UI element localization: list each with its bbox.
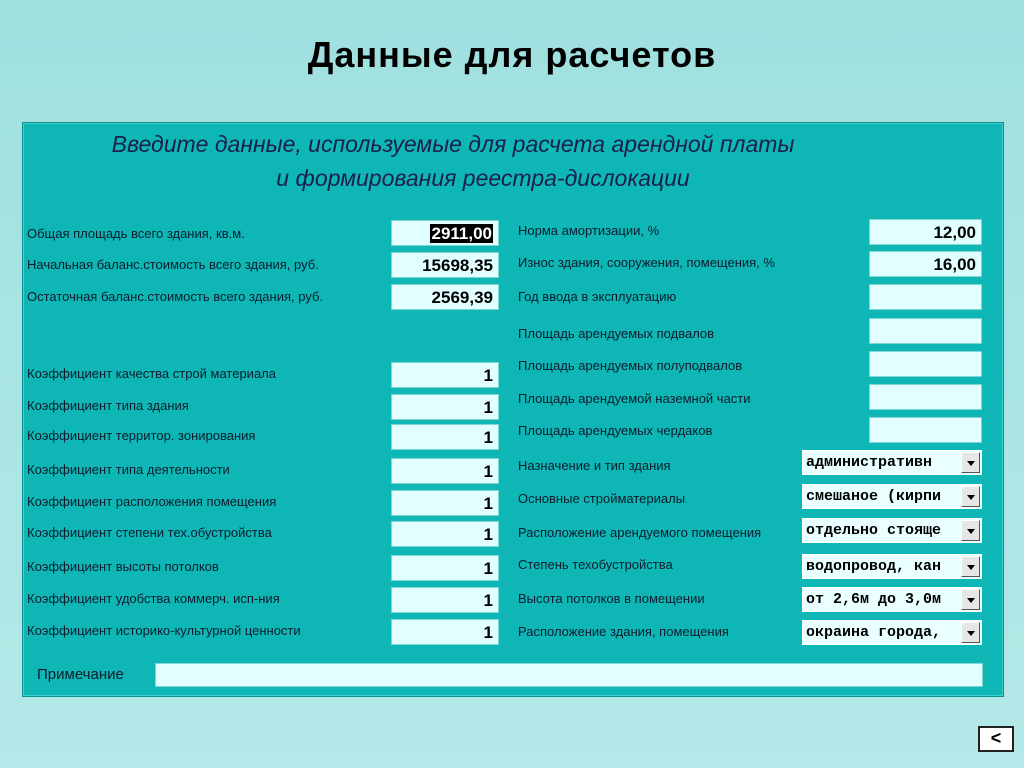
page-title: Данные для расчетов <box>307 34 717 75</box>
chevron-down-icon[interactable] <box>961 520 980 541</box>
attic-area-input[interactable] <box>869 417 982 443</box>
building-purpose-label: Назначение и тип здания <box>518 458 671 473</box>
rent-data-form <box>22 122 1004 697</box>
basement-area-input[interactable] <box>869 318 982 344</box>
form-heading-line1: Введите данные, используемые для расчета арендной платы <box>111 131 795 157</box>
ceiling-height-select[interactable] <box>802 587 982 612</box>
coef-building-type-input[interactable]: 1 <box>391 394 499 420</box>
tech-level-value: водопровод, кан <box>806 558 942 575</box>
coef-activity-label: Коэффициент типа деятельности <box>27 462 230 477</box>
note-label: Примечание <box>37 666 124 683</box>
premises-location-label: Расположение арендуемого помещения <box>518 525 762 540</box>
chevron-down-icon[interactable] <box>961 589 980 610</box>
materials-select[interactable] <box>802 484 982 509</box>
building-location-select[interactable] <box>802 620 982 645</box>
wear-label: Износ здания, сооружения, помещения, % <box>518 255 775 270</box>
coef-heritage-input[interactable]: 1 <box>391 619 499 645</box>
tech-level-label: Степень техобустройства <box>518 557 673 572</box>
semi-basement-area-input[interactable] <box>869 351 982 377</box>
total-area-label: Общая площадь всего здания, кв.м. <box>27 226 245 241</box>
materials-value: смешаное (кирпи <box>806 488 942 505</box>
initial-cost-input[interactable]: 15698,35 <box>391 252 499 278</box>
tech-level-select[interactable] <box>802 554 982 579</box>
chevron-down-icon[interactable] <box>961 452 980 473</box>
residual-cost-label: Остаточная баланс.стоимость всего здания, руб. <box>27 289 324 304</box>
ground-area-label: Площадь арендуемой наземной части <box>518 391 751 406</box>
building-purpose-select[interactable] <box>802 450 982 475</box>
coef-heritage-label: Коэффициент историко-культурной ценности <box>27 623 301 638</box>
building-purpose-value: административн <box>806 454 933 471</box>
coef-zoning-label: Коэффициент территор. зонирования <box>27 428 256 443</box>
note-input[interactable] <box>155 663 983 687</box>
commission-year-input[interactable] <box>869 284 982 310</box>
chevron-down-icon[interactable] <box>961 622 980 643</box>
semi-basement-area-label: Площадь арендуемых полуподвалов <box>518 358 743 373</box>
coef-zoning-input[interactable]: 1 <box>391 424 499 450</box>
total-area-input[interactable]: 2911,00 <box>391 220 499 246</box>
ground-area-input[interactable] <box>869 384 982 410</box>
wear-input[interactable]: 16,00 <box>869 251 982 277</box>
coef-location-label: Коэффициент расположения помещения <box>27 494 277 509</box>
residual-cost-input[interactable]: 2569,39 <box>391 284 499 310</box>
coef-tech-label: Коэффициент степени тех.обустройства <box>27 525 272 540</box>
coef-building-type-label: Коэффициент типа здания <box>27 398 189 413</box>
coef-tech-input[interactable]: 1 <box>391 521 499 547</box>
coef-activity-input[interactable]: 1 <box>391 458 499 484</box>
attic-area-label: Площадь арендуемых чердаков <box>518 423 713 438</box>
premises-location-value: отдельно стояще <box>806 522 942 539</box>
building-location-value: окраина города, <box>806 624 942 641</box>
materials-label: Основные стройматериалы <box>518 491 686 506</box>
commission-year-label: Год ввода в эксплуатацию <box>518 289 677 304</box>
back-button[interactable]: < <box>978 726 1014 752</box>
premises-location-select[interactable] <box>802 518 982 543</box>
chevron-down-icon[interactable] <box>961 486 980 507</box>
ceiling-height-label: Высота потолков в помещении <box>518 591 705 606</box>
chevron-down-icon[interactable] <box>961 556 980 577</box>
coef-location-input[interactable]: 1 <box>391 490 499 516</box>
ceiling-height-value: от 2,6м до 3,0м <box>806 591 942 608</box>
coef-commercial-input[interactable]: 1 <box>391 587 499 613</box>
coef-commercial-label: Коэффициент удобства коммерч. исп-ния <box>27 591 280 606</box>
form-heading-line2: и формирования реестра-дислокации <box>276 165 690 191</box>
coef-ceiling-label: Коэффициент высоты потолков <box>27 559 219 574</box>
form-heading <box>23 123 1003 195</box>
depreciation-rate-label: Норма амортизации, % <box>518 223 660 238</box>
coef-material-label: Коэффициент качества строй материала <box>27 366 276 381</box>
depreciation-rate-input[interactable]: 12,00 <box>869 219 982 245</box>
coef-ceiling-input[interactable]: 1 <box>391 555 499 581</box>
basement-area-label: Площадь арендуемых подвалов <box>518 326 715 341</box>
initial-cost-label: Начальная баланс.стоимость всего здания, руб. <box>27 257 319 272</box>
building-location-label: Расположение здания, помещения <box>518 624 729 639</box>
coef-material-input[interactable]: 1 <box>391 362 499 388</box>
